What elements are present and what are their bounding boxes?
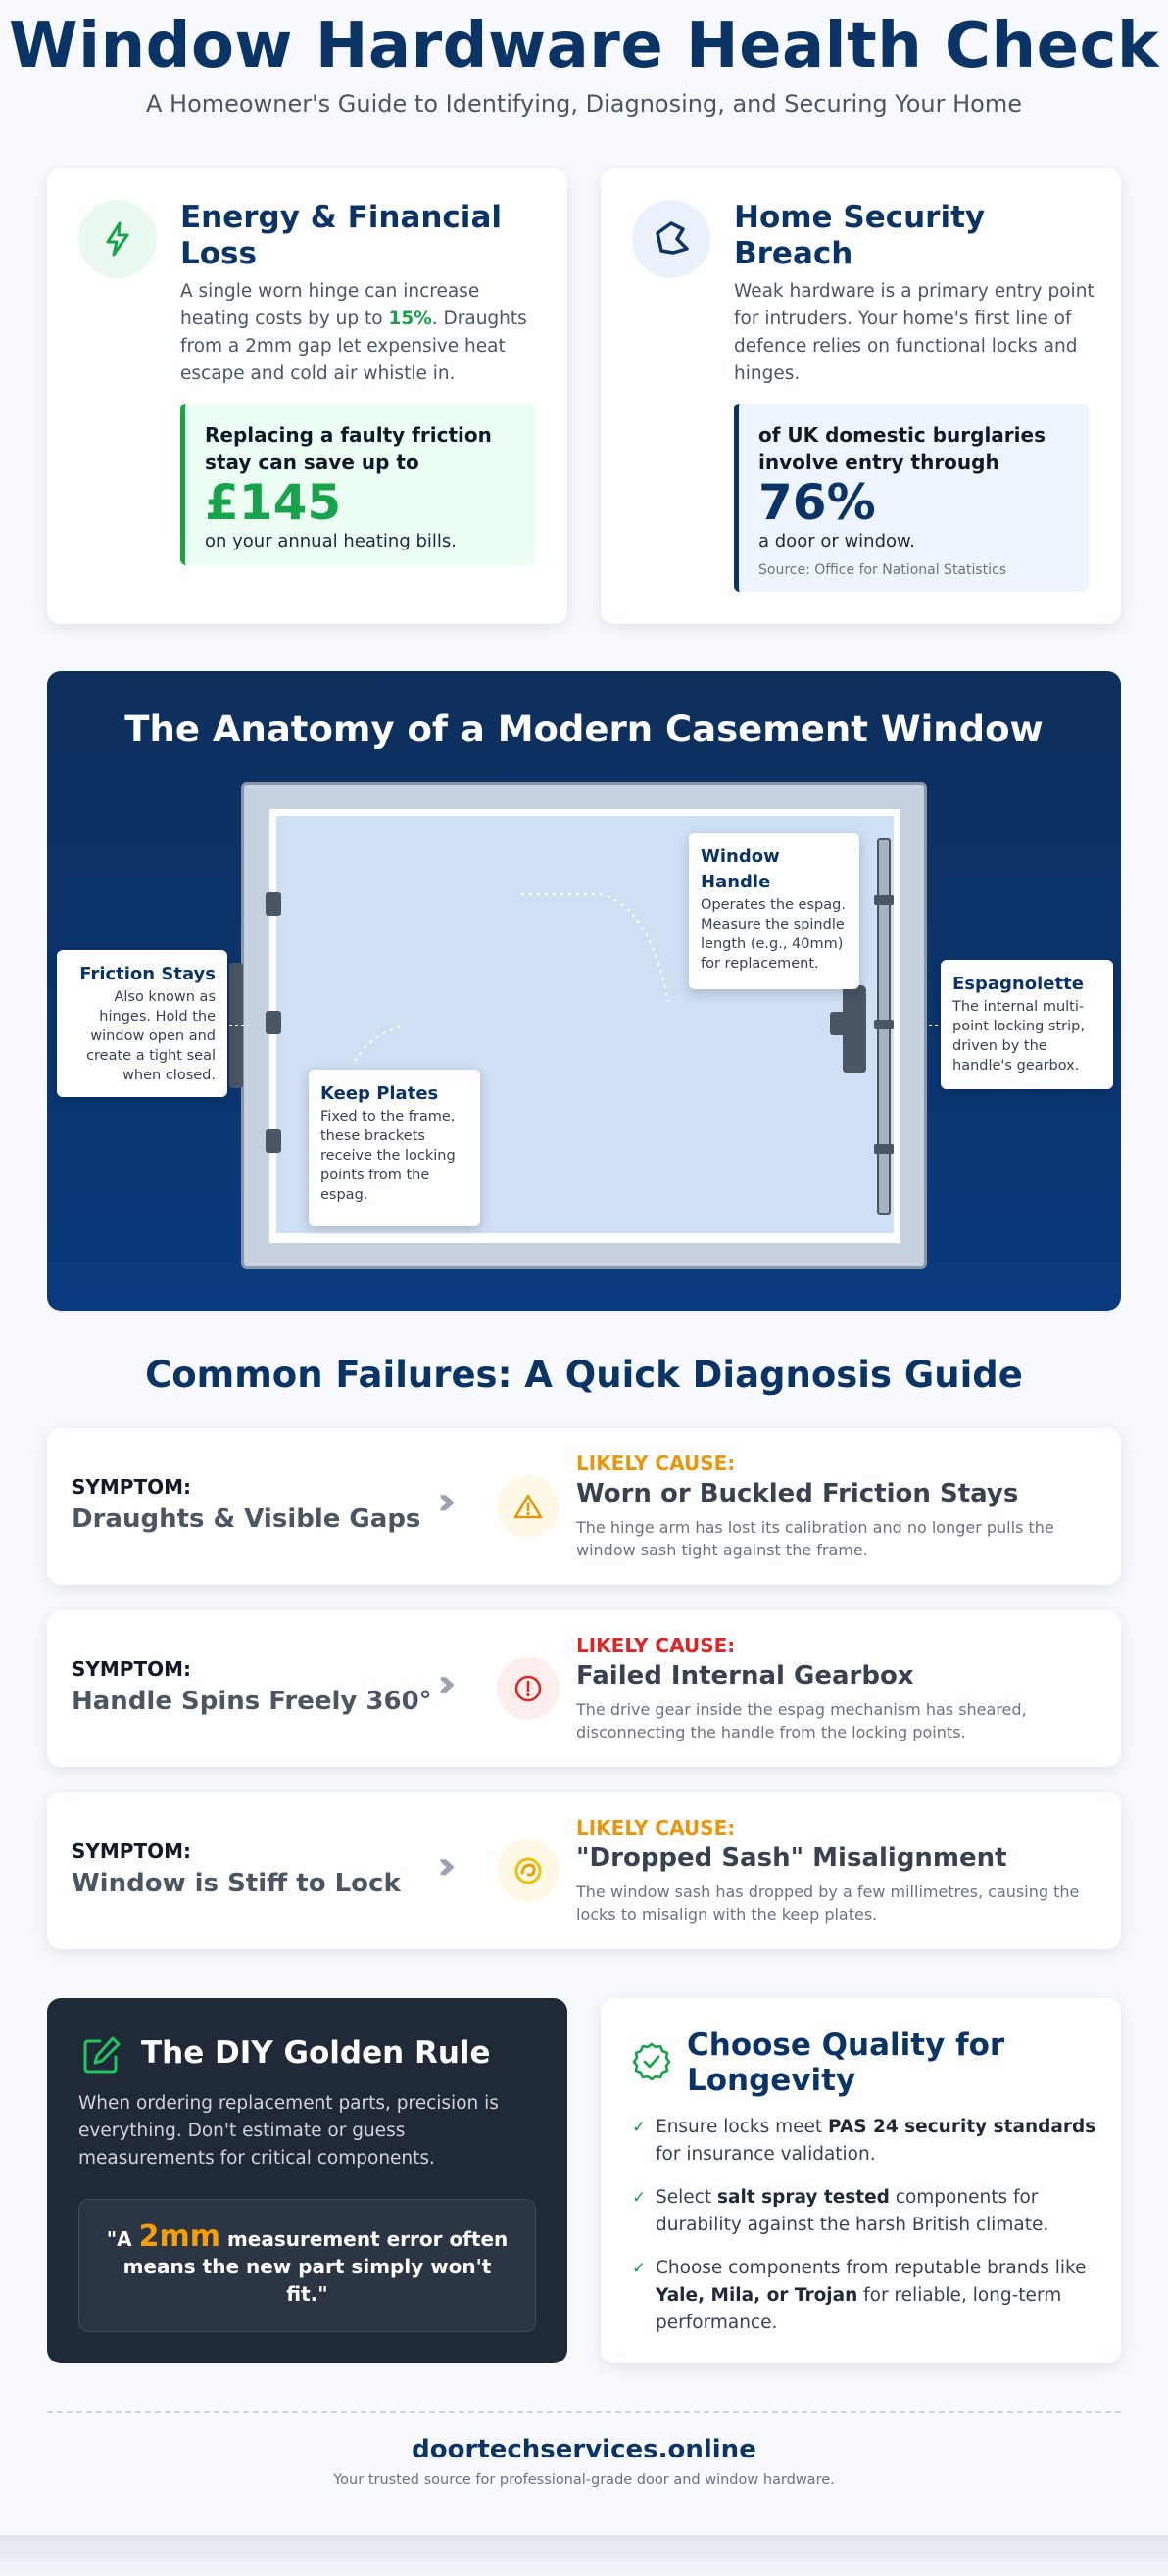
window-handle bbox=[843, 985, 866, 1073]
label-keep-plates bbox=[309, 1070, 480, 1226]
security-body: Weak hardware is a primary entry point for intruders. Your home's first line of defence relies on functional locks and hinges. bbox=[734, 281, 1095, 384]
label-espagnolette bbox=[941, 960, 1113, 1089]
alert-circle-icon bbox=[497, 1657, 560, 1720]
diagnosis-card-3 bbox=[47, 1792, 1121, 1949]
diagnosis-card-2 bbox=[47, 1610, 1121, 1767]
label-window-handle-text: Operates the espag. Measure the spindle length (e.g., 40mm) for replacement. bbox=[701, 897, 846, 972]
edit-icon bbox=[80, 2033, 123, 2076]
energy-body-text-end: . Draughts from a 2mm gap let expensive heat escape and cold air whistle in. bbox=[180, 309, 527, 384]
diagnosis-title: Common Failures: A Quick Diagnosis Guide bbox=[145, 1354, 1023, 1396]
quality-item bbox=[632, 2184, 1102, 2239]
diy-card bbox=[47, 1998, 567, 2363]
check-icon: ✓ bbox=[632, 2118, 647, 2137]
keep-plate-top bbox=[266, 892, 281, 916]
label-window-handle-title: Window Handle bbox=[701, 846, 780, 892]
quality-list bbox=[632, 2114, 1102, 2353]
cause-label: LIKELY CAUSE: bbox=[576, 1634, 736, 1657]
diy-body: When ordering replacement parts, precision is everything. Don't estimate or guess measurements for critical components. bbox=[78, 2093, 499, 2169]
label-keep-plates-text: Fixed to the frame, these brackets receive the locking points from the espag. bbox=[320, 1109, 456, 1203]
cause-description: The hinge arm has lost its calibration and no longer pulls the window sash tight against the frame. bbox=[576, 1518, 1054, 1559]
lightning-icon bbox=[78, 200, 157, 278]
security-callout-lead: of UK domestic burglaries involve entry through bbox=[758, 423, 1046, 474]
energy-callout bbox=[180, 404, 535, 565]
cause-label: LIKELY CAUSE: bbox=[576, 1452, 736, 1475]
quality-title: Choose Quality for Longevity bbox=[687, 2027, 1005, 2098]
security-callout bbox=[734, 404, 1089, 592]
quality-item-pre: Ensure locks meet bbox=[656, 2117, 829, 2137]
diy-quote-post: measurement error often means the new part simply won't fit." bbox=[122, 2227, 509, 2306]
quality-item-pre: Choose components from reputable brands like bbox=[656, 2258, 1087, 2278]
quality-item-post: for reliable, long-term performance. bbox=[656, 2285, 1062, 2333]
energy-title: Energy & Financial Loss bbox=[180, 200, 502, 271]
energy-callout-tail: on your annual heating bills. bbox=[205, 531, 458, 551]
espag-lock-point-1 bbox=[874, 895, 894, 905]
chevron-right-icon: ››› bbox=[437, 1843, 443, 1888]
page-subtitle: A Homeowner's Guide to Identifying, Diagnosing, and Securing Your Home bbox=[146, 90, 1022, 118]
quality-item bbox=[632, 2114, 1102, 2169]
symptom-label: SYMPTOM: bbox=[72, 1657, 191, 1681]
chevron-right-icon: ››› bbox=[437, 1661, 443, 1706]
cause-title: Worn or Buckled Friction Stays bbox=[576, 1479, 1019, 1508]
check-badge-icon bbox=[632, 2041, 671, 2080]
diy-quote-highlight: 2mm bbox=[138, 2219, 220, 2254]
anatomy-section bbox=[47, 671, 1121, 1311]
espag-lock-point-2 bbox=[874, 1020, 894, 1029]
keep-plate-bottom bbox=[266, 1129, 281, 1153]
energy-callout-value: £145 bbox=[205, 474, 342, 531]
cause-title: Failed Internal Gearbox bbox=[576, 1661, 914, 1691]
cause-title: "Dropped Sash" Misalignment bbox=[576, 1843, 1007, 1873]
page-bottom-shadow bbox=[0, 2535, 1168, 2576]
cause-description: The drive gear inside the espag mechanism has sheared, disconnecting the handle from the locking points. bbox=[576, 1700, 1027, 1741]
quality-item-bold: Yale, Mila, or Trojan bbox=[656, 2285, 858, 2306]
check-icon: ✓ bbox=[632, 2188, 647, 2208]
symptom-text: Draughts & Visible Gaps bbox=[72, 1504, 421, 1534]
warning-icon bbox=[497, 1475, 560, 1538]
symptom-label: SYMPTOM: bbox=[72, 1839, 191, 1863]
security-callout-source: Source: Office for National Statistics bbox=[758, 562, 1007, 578]
security-callout-tail: a door or window. bbox=[758, 531, 915, 551]
label-friction-stays-text: Also known as hinges. Hold the window open and create a tight seal when closed. bbox=[86, 989, 216, 1083]
keep-plate-middle bbox=[266, 1011, 281, 1034]
label-keep-plates-title: Keep Plates bbox=[320, 1083, 439, 1104]
page-title: Window Hardware Health Check bbox=[9, 10, 1159, 82]
shield-icon bbox=[632, 200, 710, 278]
quality-item-bold: PAS 24 security standards bbox=[828, 2117, 1096, 2137]
spiral-icon bbox=[497, 1839, 560, 1902]
diy-quote-text bbox=[79, 2219, 535, 2308]
handle-spindle bbox=[830, 1012, 846, 1035]
chevron-right-icon: ››› bbox=[437, 1479, 443, 1524]
diy-quote-pre: "A bbox=[106, 2227, 139, 2251]
espag-lock-point-3 bbox=[874, 1144, 894, 1154]
symptom-text: Handle Spins Freely 360° bbox=[72, 1687, 432, 1716]
security-card bbox=[601, 168, 1121, 624]
symptom-text: Window is Stiff to Lock bbox=[72, 1869, 401, 1898]
label-window-handle bbox=[689, 833, 859, 989]
diy-title: The DIY Golden Rule bbox=[141, 2035, 491, 2071]
anatomy-title: The Anatomy of a Modern Casement Window bbox=[124, 708, 1044, 750]
footer-tagline: Your trusted source for professional-grade door and window hardware. bbox=[333, 2472, 835, 2488]
quality-card bbox=[601, 1998, 1121, 2363]
label-espagnolette-title: Espagnolette bbox=[952, 974, 1084, 994]
footer-site-link[interactable]: doortechservices.online bbox=[412, 2435, 756, 2464]
energy-body-highlight: 15% bbox=[388, 309, 432, 329]
diy-quote bbox=[78, 2199, 536, 2332]
energy-body bbox=[180, 278, 543, 388]
footer-divider bbox=[47, 2411, 1121, 2413]
energy-card bbox=[47, 168, 567, 624]
quality-item-post: components for durability against the harsh British climate. bbox=[656, 2187, 1049, 2235]
diagnosis-card-1 bbox=[47, 1428, 1121, 1585]
security-callout-value: 76% bbox=[758, 474, 876, 531]
security-title: Home Security Breach bbox=[734, 200, 986, 271]
cause-description: The window sash has dropped by a few millimetres, causing the locks to misalign with the keep plates. bbox=[576, 1883, 1080, 1924]
cause-label: LIKELY CAUSE: bbox=[576, 1816, 736, 1839]
quality-item-post: for insurance validation. bbox=[656, 2144, 876, 2165]
friction-stays-connector bbox=[229, 1024, 249, 1027]
energy-callout-lead: Replacing a faulty friction stay can save up to bbox=[205, 423, 492, 474]
check-icon: ✓ bbox=[632, 2259, 647, 2278]
quality-item-pre: Select bbox=[656, 2187, 717, 2208]
label-friction-stays bbox=[57, 950, 227, 1097]
quality-item bbox=[632, 2255, 1102, 2337]
symptom-label: SYMPTOM: bbox=[72, 1475, 191, 1499]
label-friction-stays-title: Friction Stays bbox=[79, 964, 216, 984]
energy-body-text: A single worn hinge can increase heating costs by up to bbox=[180, 281, 480, 329]
label-espagnolette-text: The internal multi-point locking strip, driven by the handle's gearbox. bbox=[952, 999, 1085, 1073]
quality-item-bold: salt spray tested bbox=[716, 2187, 890, 2208]
